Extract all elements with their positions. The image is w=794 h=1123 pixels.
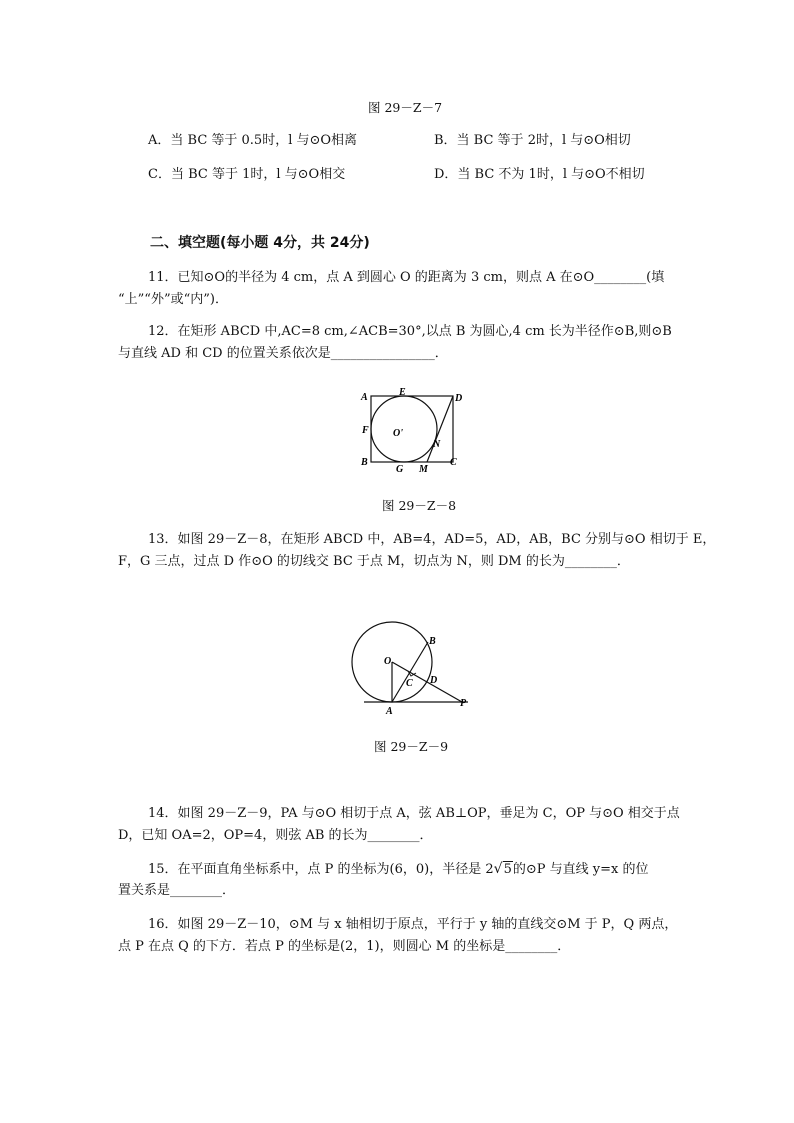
- option-b: B．当 BC 等于 2时，l 与⊙O相切: [434, 133, 631, 148]
- label-n: N: [433, 439, 441, 450]
- inscribed-circle: [371, 396, 437, 462]
- option-d: D．当 BC 不为 1时，l 与⊙O不相切: [434, 167, 645, 182]
- question-11-line-2: “上”“外”或“内”)．: [118, 292, 228, 307]
- option-c: C．当 BC 等于 1时，l 与⊙O相交: [148, 167, 346, 182]
- label-b: B: [429, 636, 436, 647]
- question-12-line-1: 12．在矩形 ABCD 中,AC=8 cm,∠ACB=30°,以点 B 为圆心,4 cm 长为半径作⊙B,则⊙B: [148, 324, 672, 339]
- question-14-line-2: D，已知 OA=2，OP=4，则弦 AB 的长为________．: [118, 828, 433, 843]
- chord-ab: [392, 642, 428, 702]
- figure-8-caption: 图 29－Z－8: [382, 498, 457, 513]
- question-15-text-b: 的⊙P 与直线 y=x 的位: [512, 862, 649, 877]
- label-g: G: [396, 464, 404, 475]
- option-a: A．当 BC 等于 0.5时，l 与⊙O相离: [148, 133, 358, 148]
- figure-7-caption: 图 29－Z－7: [368, 100, 443, 115]
- label-d: D: [430, 675, 438, 686]
- label-f: F: [362, 425, 369, 436]
- question-15-text-a: 15．在平面直角坐标系中，点 P 的坐标为(6，0)，半径是 2: [148, 862, 494, 877]
- question-15-line-2: 置关系是________．: [118, 883, 236, 898]
- figure-8-diagram: [355, 384, 465, 476]
- label-c: C: [406, 678, 413, 689]
- question-12-line-2: 与直线 AD 和 CD 的位置关系依次是________________．: [118, 346, 448, 361]
- question-13-line-1: 13．如图 29－Z－8，在矩形 ABCD 中，AB=4，AD=5，AD，AB，BC 分别与⊙O 相切于 E，: [148, 532, 716, 547]
- label-c: C: [450, 457, 457, 468]
- label-m: M: [419, 464, 428, 475]
- label-o-prime: O': [393, 428, 403, 439]
- segment-op: [392, 662, 462, 702]
- sqrt-sign: √: [493, 861, 503, 877]
- label-p: P: [460, 698, 467, 709]
- label-e: E: [399, 387, 406, 398]
- question-16-line-2: 点 P 在点 Q 的下方．若点 P 的坐标是(2，1)，则圆心 M 的坐标是________．: [118, 939, 571, 954]
- rectangle-abcd: [371, 396, 453, 462]
- label-a: A: [361, 392, 368, 403]
- section-heading: 二、填空题(每小题 4分，共 24分): [150, 235, 370, 251]
- label-o: O: [384, 656, 392, 667]
- question-16-line-1: 16．如图 29－Z－10，⊙M 与 x 轴相切于原点，平行于 y 轴的直线交⊙M 于 P，Q 两点，: [148, 917, 678, 932]
- tangent-line-dm: [427, 396, 453, 462]
- label-d: D: [455, 393, 463, 404]
- sqrt-radicand: 5: [503, 862, 512, 877]
- question-13-line-2: F，G 三点，过点 D 作⊙O 的切线交 BC 于点 M，切点为 N，则 DM 的长为________．: [118, 554, 630, 569]
- figure-9-diagram: [348, 620, 478, 718]
- figure-9-caption: 图 29－Z－9: [374, 739, 449, 754]
- label-a: A: [386, 706, 393, 717]
- question-11-line-1: 11．已知⊙O的半径为 4 cm，点 A 到圆心 O 的距离为 3 cm，则点 A 在⊙O________(填: [148, 270, 665, 285]
- label-b: B: [361, 457, 368, 468]
- question-14-line-1: 14．如图 29－Z－9，PA 与⊙O 相切于点 A，弦 AB⊥OP，垂足为 C，OP 与⊙O 相交于点: [148, 806, 680, 821]
